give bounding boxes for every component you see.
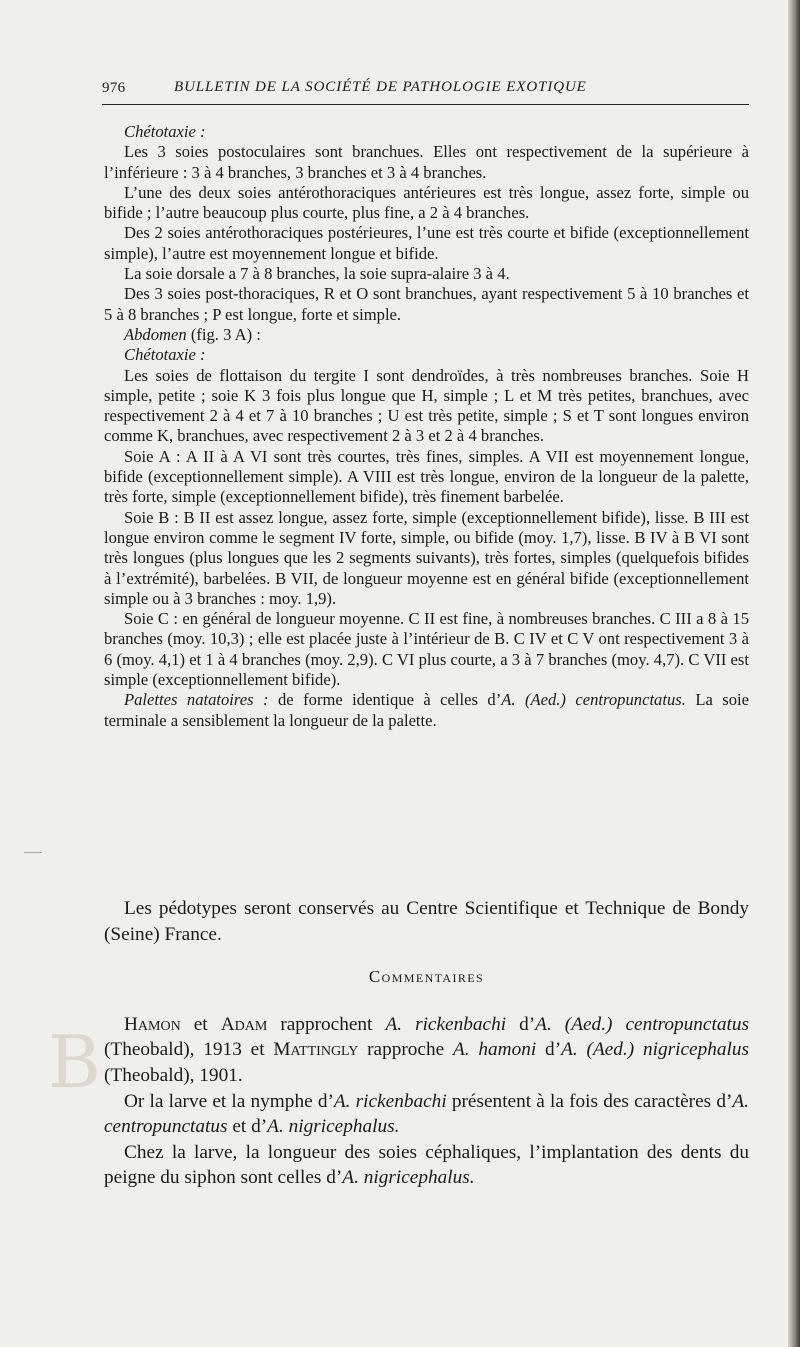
commentary-paragraph [104, 1089, 749, 1140]
text-run: Chez la larve, la longueur des soies céphaliques, l’implantation des dents du peigne du siphon sont celles d’ [104, 1141, 749, 1189]
margin-mark [24, 852, 42, 853]
journal-title: BULLETIN DE LA SOCIÉTÉ DE PATHOLOGIE EXOTIQUE [174, 79, 587, 95]
paragraph: La soie dorsale a 7 à 8 branches, la soie supra-alaire 3 à 4. [124, 264, 510, 284]
nymph-chetotaxie-heading: Chétotaxie : [124, 122, 206, 141]
page-edge-shadow [788, 0, 800, 1347]
paragraph: Soie A : A II à A VI sont très courtes, très fines, simples. A VII est moyennement longue, bifide (exceptionnellement simple). A VIII est très longue, environ de la longueur de la palette, très forte, simple (exceptionnellement bifide), très finement barbelée. [104, 446, 749, 507]
text-run: d’ [536, 1039, 562, 1061]
paragraph: Soie C : en général de longueur moyenne. C II est fine, à nombreuses branches. C III a 8 à 15 branches (moy. 10,3) ; elle est placée juste à l’intérieur de B. C IV et C V ont respectivement 3 à 6 (moy. 4,1) et 1 à 4 branches (moy. 2,9). C VI plus courte, a 3 à 7 branches (moy. 4,7). C VII est simple (exceptionnellement bifide). [104, 609, 749, 690]
text-run: et [180, 1013, 221, 1035]
commentary-block [104, 896, 749, 1191]
abdomen-heading-figref: (fig. 3 A) : [186, 324, 261, 344]
species-name: A. nigricephalus. [267, 1116, 400, 1138]
paragraph: Soie B : B II est assez longue, assez forte, simple (exceptionnellement bifide), lisse. B III est longue environ comme le segment IV forte, simple, ou bifide (moy. 1,7), lisse. B IV à B VI sont très longues (plus longues que les 2 segments suivants), très fortes, simples (quelquefois bifides à l’extrémité), barbelées. B VII, de longueur moyenne est en général bifide (exceptionnellement simple ou à 3 branches : moy. 1,9). [104, 507, 749, 608]
running-header [104, 74, 749, 100]
bleed-through-glyph: B [48, 1020, 101, 1104]
species-name: A. (Aed.) nigricephalus [561, 1039, 750, 1061]
text-run: rapprochent [267, 1013, 386, 1035]
species-name: A. nigricephalus. [342, 1167, 475, 1189]
text-run: rapproche [358, 1039, 453, 1061]
page-number: 976 [102, 80, 126, 96]
paragraph: Des 3 soies post-thoraciques, R et O sont branchues, ayant respectivement 5 à 10 branches et 5 à 8 branches ; P est longue, forte et simple. [104, 284, 749, 324]
palettes-text: de forme identique à celles d’ [268, 690, 502, 710]
species-name: A. rickenbachi [385, 1013, 507, 1035]
author-name: Adam [220, 1013, 268, 1035]
species-name: A. rickenbachi [333, 1090, 447, 1112]
species-name: A. centropunctatus [104, 1090, 749, 1138]
species-name: A. (Aed.) centropunctatus [535, 1013, 749, 1035]
author-name: Hamon [124, 1013, 181, 1035]
paragraph: Les soies de flottaison du tergite I sont dendroïdes, à très nombreuses branches. Soie H simple, petite ; soie K 3 fois plus longue que H, simple ; L et M très petites, branchues, avec respectivement 2 à 4 et 7 à 10 branches ; U est très petite, simple ; S et T sont longues environ comme K, branchues, avec respectivement 2 à 3 et 2 à 4 branches. [104, 365, 749, 446]
commentary-paragraph [104, 1012, 749, 1089]
text-run: présentent à la fois des caractères d’ [446, 1090, 733, 1112]
author-name: Mattingly [273, 1039, 359, 1061]
text-run: (Theobald), 1913 et [104, 1039, 274, 1061]
description-block [104, 122, 749, 731]
paragraph: Les 3 soies postoculaires sont branchues. Elles ont respectivement de la supérieure à l’inférieure : 3 à 4 branches, 3 branches et 3 à 4 branches. [104, 142, 749, 182]
text-run: (Theobald), 1901. [104, 1064, 243, 1086]
species-name: A. hamoni [453, 1039, 537, 1061]
abdomen-chetotaxie-heading: Chétotaxie : [124, 345, 206, 365]
text-run: et d’ [227, 1116, 268, 1138]
header-rule [102, 104, 749, 105]
palettes-label: Palettes natatoires : [124, 690, 269, 710]
paragraph: Des 2 soies antérothoraciques postérieures, l’une est très courte et bifide (exceptionnellement simple), l’autre est moyennement longue et bifide. [104, 223, 749, 263]
commentary-paragraph [104, 1140, 749, 1191]
text-run: d’ [506, 1013, 536, 1035]
palettes-text: La soie terminale a sensiblement la longueur de la palette. [104, 690, 749, 730]
text-run: Or la larve et la nymphe d’ [124, 1090, 334, 1112]
abdomen-heading-label: Abdomen [124, 324, 187, 344]
paragraph: L’une des deux soies antérothoraciques antérieures est très longue, assez forte, simple ou bifide ; l’autre beaucoup plus courte, plus fine, a 2 à 4 branches. [104, 182, 749, 223]
pedotypes-paragraph: Les pédotypes seront conservés au Centre Scientifique et Technique de Bondy (Seine) France. [104, 898, 749, 945]
species-name: A. (Aed.) centropunctatus. [501, 690, 686, 710]
section-title: Commentaires [368, 967, 485, 987]
palettes-paragraph [104, 690, 749, 731]
abdomen-heading [104, 325, 749, 345]
